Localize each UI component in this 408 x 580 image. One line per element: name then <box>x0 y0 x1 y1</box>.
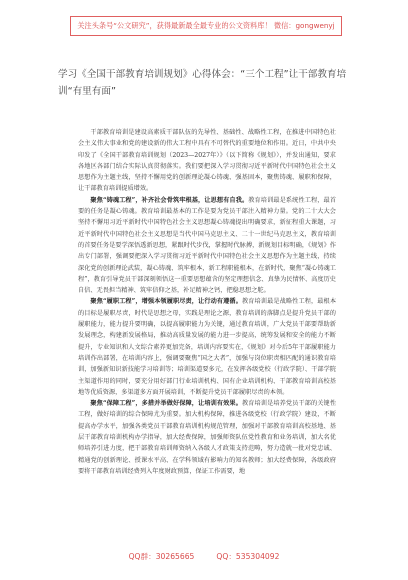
article-paragraph <box>78 195 336 297</box>
article-paragraph <box>78 398 336 477</box>
article-body <box>78 127 336 477</box>
top-promo-banner <box>70 16 342 36</box>
paragraph-lead: 聚焦“保障工程”，多措并举做好保障，让培训有效果。 <box>90 400 242 408</box>
paragraph-lead: 聚焦“铸魂工程”，补齐社会骨筑牢根基，让思想有自我。 <box>90 196 249 204</box>
article-paragraph <box>78 127 336 195</box>
paragraph-text: 干部教育培训是建设高素质干部队伍的先导性、基础性、战略性工程，在推进中国特色社会主义伟大事业和党的建设新的伟大工程中具有不可替代的重要地位和作用。近日，中共中央印发了《全国干部教育培训规划（2023—2027年）》（以下简称《规划》），并发出通知，要求各地区各部门结合实际认真贯彻落实。我们要把深入学习贯彻习近平新时代中国特色社会主义思想作为主题主线，坚持不懈用党的创新理论凝心铸魂、强基固本，聚焦铸魂、履职和保障，让干部教育培训提质增效。 <box>78 129 336 193</box>
paragraph-lead: 聚焦“履职工程”，增强本领履职尽责，让行动有遵循。 <box>90 298 242 306</box>
paragraph-text: 教育培训是培养党员干部的关键性工程，做好培训的综合保障尤为重要。加大机构保障，推进各级党校（行政学院）建设，不断提高办学水平，加强各类党员干部教育培训机构规范管理，加强对干部教育培训高校基地、基层干部教育培训机构办学指导，加大经费保障，加强师资队伍党性教育和业务培训，加大名优师培养引进力度，把干部教育培训师资纳入各级人才政策支持范畴，努力造就一批对党忠诚、精通党的创新理论、授课水平高、在学科领域有影响力的知名教师；加大经费保障，各级政府要将干部教育培训经费列入年度财政预算，保证工作需要，地 <box>78 400 337 475</box>
footer-qq-group: QQ群：30265665 <box>128 552 195 561</box>
paragraph-text: 教育培训最是系统性工程，最首要的任务是凝心铸魂。教育培训最基本的工作是要为党员干部注入精神力量。党的二十大大会坚持不懈用习近平新时代中国特色社会主义思想凝心铸魂提出明确要求，新征程重大课题，习近平新时代中国特色社会主义思想是当代中国马克思主义、二十一世纪马克思主义，教育培训的首要任务是要学深悟透新思想，紧跟时代步伐，掌握时代脉搏，新规划目标明确，《规划》作出专门部署，强调要把深入学习贯彻习近平新时代中国特色社会主义思想作为主题主线，持续深化党的创新理论武装，凝心铸魂、筑牢根本，新工程职能根本，在新时代，聚焦“凝心铸魂工程”，教育引导党员干部深刻领悟这一重要思想蕴含的坚定理想信念、真挚为民情怀、高度历史自信、无畏担当精神、筑牢信仰之基，补足精神之钙，把稳思想之舵。 <box>78 196 336 295</box>
footer-contact <box>0 551 408 562</box>
footer-qq: QQ：535304092 <box>216 552 280 561</box>
banner-text: 关注头条号“公文研究”，获得最新最全最专业的公文资料库！ 微信：gongwenyj <box>77 21 335 30</box>
page-title: 学习《全国干部教育培训规划》心得体会：“三个工程”让干部教育培训“有里有面” <box>58 69 347 97</box>
paragraph-text: 教育培训最是战略性工程，最根本的目标是履职尽责，时代是思想之母，实践是理论之源，教育培训的落脚点是提升党员干部的履职能力，能力提升要明确，以提高履职能力为关键，通过教育培训，广大党员干部要帮助新发展理念，构建新发展格局，推动高质量发展的能力进一步提高，统筹发展和安全的能力不断提升，专业知识和人文综合素养更加完备，培训内容要实在，《规划》对今后5年干部履职能力培训作出部署，在培训内容上，强调要聚焦“国之大者”，加强与岗位职责相匹配的通识教育培训，加强新知识新技能学习培训等；培训渠道要多元，在发挥各级党校（行政学院）、干部学院主渠道作用的同时，要充分用好部门行业培训机构、国有企业培训机构、干部教育培训高校基地等优质资源，多渠道多方面开展培训，不断提升党员干部履职尽责的本领。 <box>78 298 337 396</box>
article-paragraph <box>78 296 336 398</box>
